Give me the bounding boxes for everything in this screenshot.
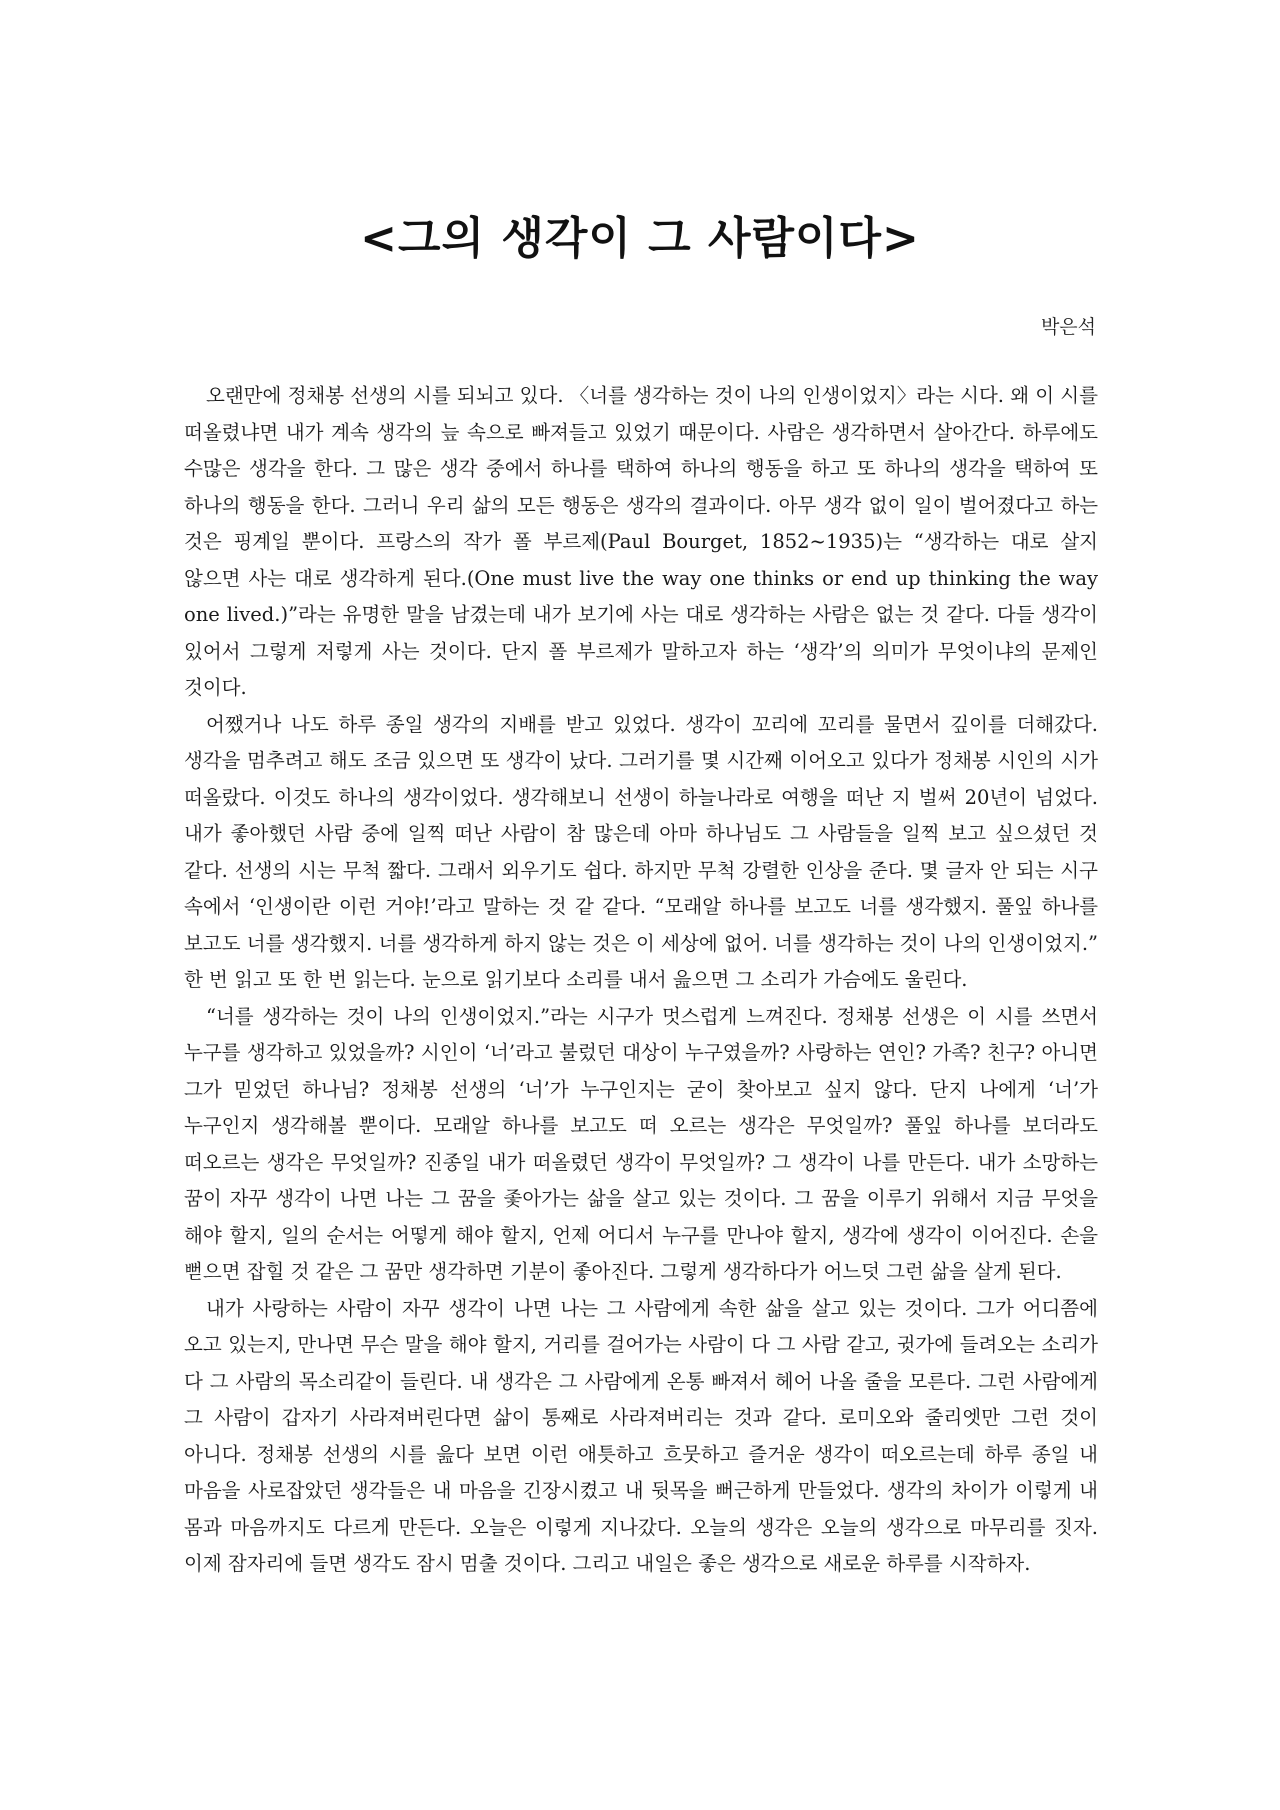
paragraph-2: 어쨌거나 나도 하루 종일 생각의 지배를 받고 있었다. 생각이 꼬리에 꼬리를 물면서 깊이를 더해갔다. 생각을 멈추려고 해도 조금 있으면 또 생각이 났다. 그러기를 몇 시간째 이어오고 있다가 정채봉 시인의 시가 떠올랐다. 이것도 하나의 생각이었다. 생각해보니 선생이 하늘나라로 여행을 떠난 지 벌써 20년이 넘었다. 내가 좋아했던 사람 중에 일찍 떠난 사람이 참 많은데 아마 하나님도 그 사람들을 일찍 보고 싶으셨던 것 같다. 선생의 시는 무척 짧다. 그래서 외우기도 쉽다. 하지만 무척 강렬한 인상을 준다. 몇 글자 안 되는 시구 속에서 ‘인생이란 이런 거야!’라고 말하는 것 같 같다. “모래알 하나를 보고도 너를 생각했지. 풀잎 하나를 보고도 너를 생각했지. 너를 생각하게 하지 않는 것은 이 세상에 없어. 너를 생각하는 것이 나의 인생이었지.” 한 번 읽고 또 한 번 읽는다. 눈으로 읽기보다 소리를 내서 읊으면 그 소리가 가슴에도 울린다.: [184, 712, 1098, 991]
author-name: 박은석: [1040, 316, 1096, 338]
essay-body: [184, 378, 1098, 1583]
paragraph-4: 내가 사랑하는 사람이 자꾸 생각이 나면 나는 그 사람에게 속한 삶을 살고 있는 것이다. 그가 어디쯤에 오고 있는지, 만나면 무슨 말을 해야 할지, 거리를 걸어가는 사람이 다 그 사람 같고, 귓가에 들려오는 소리가 다 그 사람의 목소리같이 들린다. 내 생각은 그 사람에게 온통 빠져서 헤어 나올 줄을 모른다. 그런 사람에게 그 사람이 갑자기 사라져버린다면 삶이 통째로 사라져버리는 것과 같다. 로미오와 줄리엣만 그런 것이 아니다. 정채봉 선생의 시를 읊다 보면 이런 애틋하고 흐뭇하고 즐거운 생각이 떠오르는데 하루 종일 내 마음을 사로잡았던 생각들은 내 마음을 긴장시켰고 내 뒷목을 뻐근하게 만들었다. 생각의 차이가 이렇게 내 몸과 마음까지도 다르게 만든다. 오늘은 이렇게 지나갔다. 오늘의 생각은 오늘의 생각으로 마무리를 짓자. 이제 잠자리에 들면 생각도 잠시 멈출 것이다. 그리고 내일은 좋은 생각으로 새로운 하루를 시작하자.: [184, 1296, 1098, 1575]
page-title: <그의 생각이 그 사람이다>: [360, 213, 920, 264]
paragraph-1: 오랜만에 정채봉 선생의 시를 되뇌고 있다. 〈너를 생각하는 것이 나의 인생이었지〉라는 시다. 왜 이 시를 떠올렸냐면 내가 계속 생각의 늪 속으로 빠져들고 있었기 때문이다. 사람은 생각하면서 살아간다. 하루에도 수많은 생각을 한다. 그 많은 생각 중에서 하나를 택하여 하나의 행동을 하고 또 하나의 생각을 택하여 또 하나의 행동을 한다. 그러니 우리 삶의 모든 행동은 생각의 결과이다. 아무 생각 없이 일이 벌어졌다고 하는 것은 핑계일 뿐이다. 프랑스의 작가 폴 부르제(Paul Bourget, 1852~1935)는 “생각하는 대로 살지 않으면 사는 대로 생각하게 된다.(One must live the way one thinks or end up thinking the way one lived.)”라는 유명한 말을 남겼는데 내가 보기에 사는 대로 생각하는 사람은 없는 것 같다. 다들 생각이 있어서 그렇게 저렇게 사는 것이다. 단지 폴 부르제가 말하고자 하는 ‘생각’의 의미가 무엇이냐의 문제인 것이다.: [184, 384, 1098, 699]
paragraph-3: “너를 생각하는 것이 나의 인생이었지.”라는 시구가 멋스럽게 느껴진다. 정채봉 선생은 이 시를 쓰면서 누구를 생각하고 있었을까? 시인이 ‘너’라고 불렀던 대상이 누구였을까? 사랑하는 연인? 가족? 친구? 아니면 그가 믿었던 하나님? 정채봉 선생의 ‘너’가 누구인지는 굳이 찾아보고 싶지 않다. 단지 나에게 ‘너’가 누구인지 생각해볼 뿐이다. 모래알 하나를 보고도 떠 오르는 생각은 무엇일까? 풀잎 하나를 보더라도 떠오르는 생각은 무엇일까? 진종일 내가 떠올렸던 생각이 무엇일까? 그 생각이 나를 만든다. 내가 소망하는 꿈이 자꾸 생각이 나면 나는 그 꿈을 좇아가는 삶을 살고 있는 것이다. 그 꿈을 이루기 위해서 지금 무엇을 해야 할지, 일의 순서는 어떻게 해야 할지, 언제 어디서 누구를 만나야 할지, 생각에 생각이 이어진다. 손을 뻗으면 잡힐 것 같은 그 꿈만 생각하면 기분이 좋아진다. 그렇게 생각하다가 어느덧 그런 삶을 살게 된다.: [184, 1004, 1098, 1283]
